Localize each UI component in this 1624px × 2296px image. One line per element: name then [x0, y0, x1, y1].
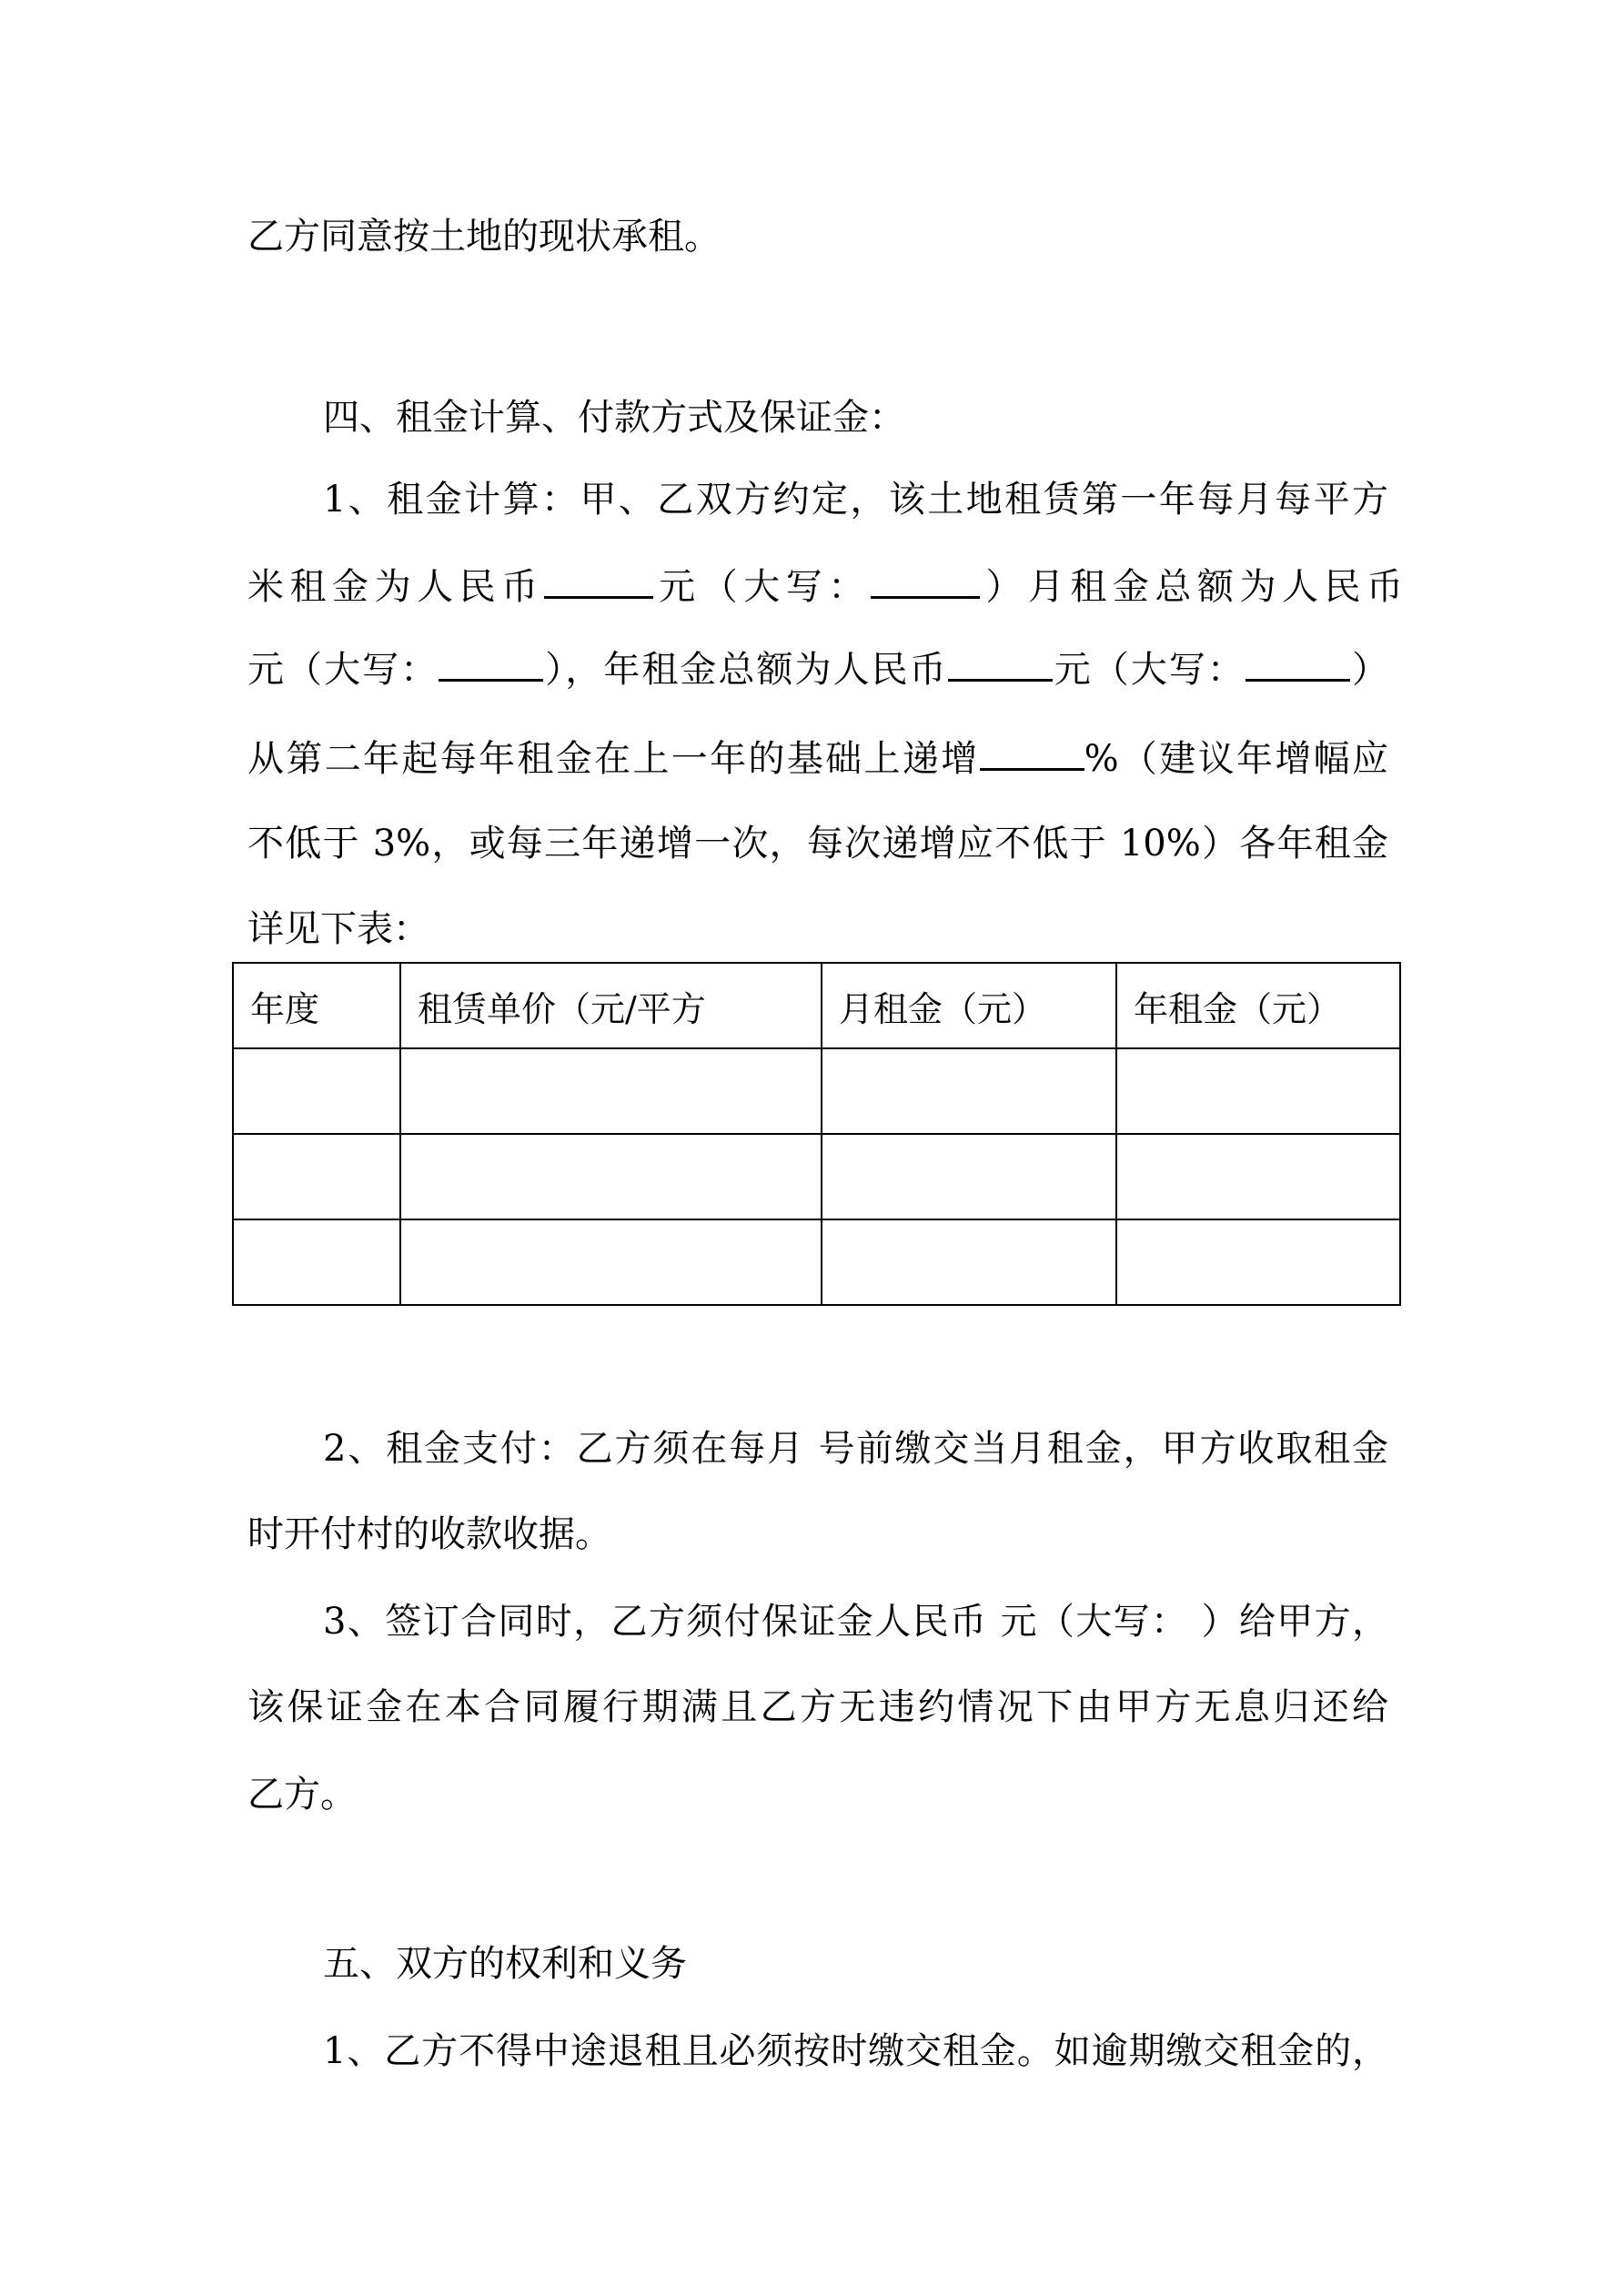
table-header-row — [233, 963, 1400, 1048]
paragraph-line: 2、租金支付：乙方须在每月 号前缴交当月租金，甲方收取租金 — [323, 1428, 1388, 1470]
blank-field — [439, 646, 543, 682]
rent-table — [232, 962, 1401, 1306]
paragraph-line — [247, 563, 1403, 610]
text: 元（大写： — [1052, 649, 1246, 691]
header-monthly-rent: 月租金（元） — [822, 963, 1116, 1048]
table-cell — [400, 1134, 822, 1219]
paragraph-line: 该保证金在本合同履行期满且乙方无违约情况下由甲方无息归还给 — [247, 1686, 1388, 1728]
paragraph-line: 乙方。 — [247, 1774, 357, 1816]
table-row — [233, 1048, 1400, 1134]
paragraph-line: 1、租金计算：甲、乙双方约定，该土地租赁第一年每月每平方 — [323, 479, 1388, 521]
section-5-title: 五、双方的权利和义务 — [323, 1943, 687, 1985]
header-unit-price: 租赁单价（元/平方 — [400, 963, 822, 1048]
table-cell — [400, 1219, 822, 1305]
paragraph-line — [247, 735, 1388, 782]
paragraph-line: 详见下表： — [247, 908, 429, 950]
table-cell — [822, 1048, 1116, 1134]
text: 从第二年起每年租金在上一年的基础上递增 — [247, 738, 980, 780]
paragraph-line: 时开付村的收款收据。 — [247, 1513, 611, 1555]
blank-field — [871, 563, 980, 599]
table-cell — [822, 1134, 1116, 1219]
blank-field — [948, 646, 1053, 682]
blank-field — [980, 735, 1084, 771]
blank-field — [544, 563, 653, 599]
blank-field — [1246, 646, 1350, 682]
table-cell — [233, 1134, 400, 1219]
table-cell — [1116, 1134, 1400, 1219]
table-row — [233, 1219, 1400, 1305]
paragraph-line — [247, 646, 1388, 693]
table-cell — [1116, 1219, 1400, 1305]
table-cell — [1116, 1048, 1400, 1134]
text: ） — [1349, 649, 1389, 691]
table-cell — [233, 1219, 400, 1305]
text: ），年租金总额为人民币 — [543, 649, 948, 691]
table-cell — [233, 1048, 400, 1134]
paragraph-line: 3、签订合同时，乙方须付保证金人民币 元（大写： ）给甲方， — [323, 1601, 1388, 1643]
table-cell — [400, 1048, 822, 1134]
text: 米租金为人民币 — [247, 566, 544, 608]
header-annual-rent: 年租金（元） — [1116, 963, 1400, 1048]
table-cell — [822, 1219, 1116, 1305]
header-year: 年度 — [233, 963, 400, 1048]
paragraph-line: 不低于 3%，或每三年递增一次，每次递增应不低于 10%）各年租金 — [247, 823, 1388, 865]
text: 元（大写： — [247, 649, 439, 691]
text: 元（大写： — [652, 566, 871, 608]
paragraph-line: 乙方同意按土地的现状承租。 — [247, 216, 721, 258]
section-4-title: 四、租金计算、付款方式及保证金： — [323, 397, 905, 439]
text: ）月租金总额为人民币 — [979, 566, 1404, 608]
paragraph-line: 1、乙方不得中途退租且必须按时缴交租金。如逾期缴交租金的， — [323, 2030, 1388, 2072]
table-row — [233, 1134, 1400, 1219]
text: %（建议年增幅应 — [1084, 738, 1389, 780]
